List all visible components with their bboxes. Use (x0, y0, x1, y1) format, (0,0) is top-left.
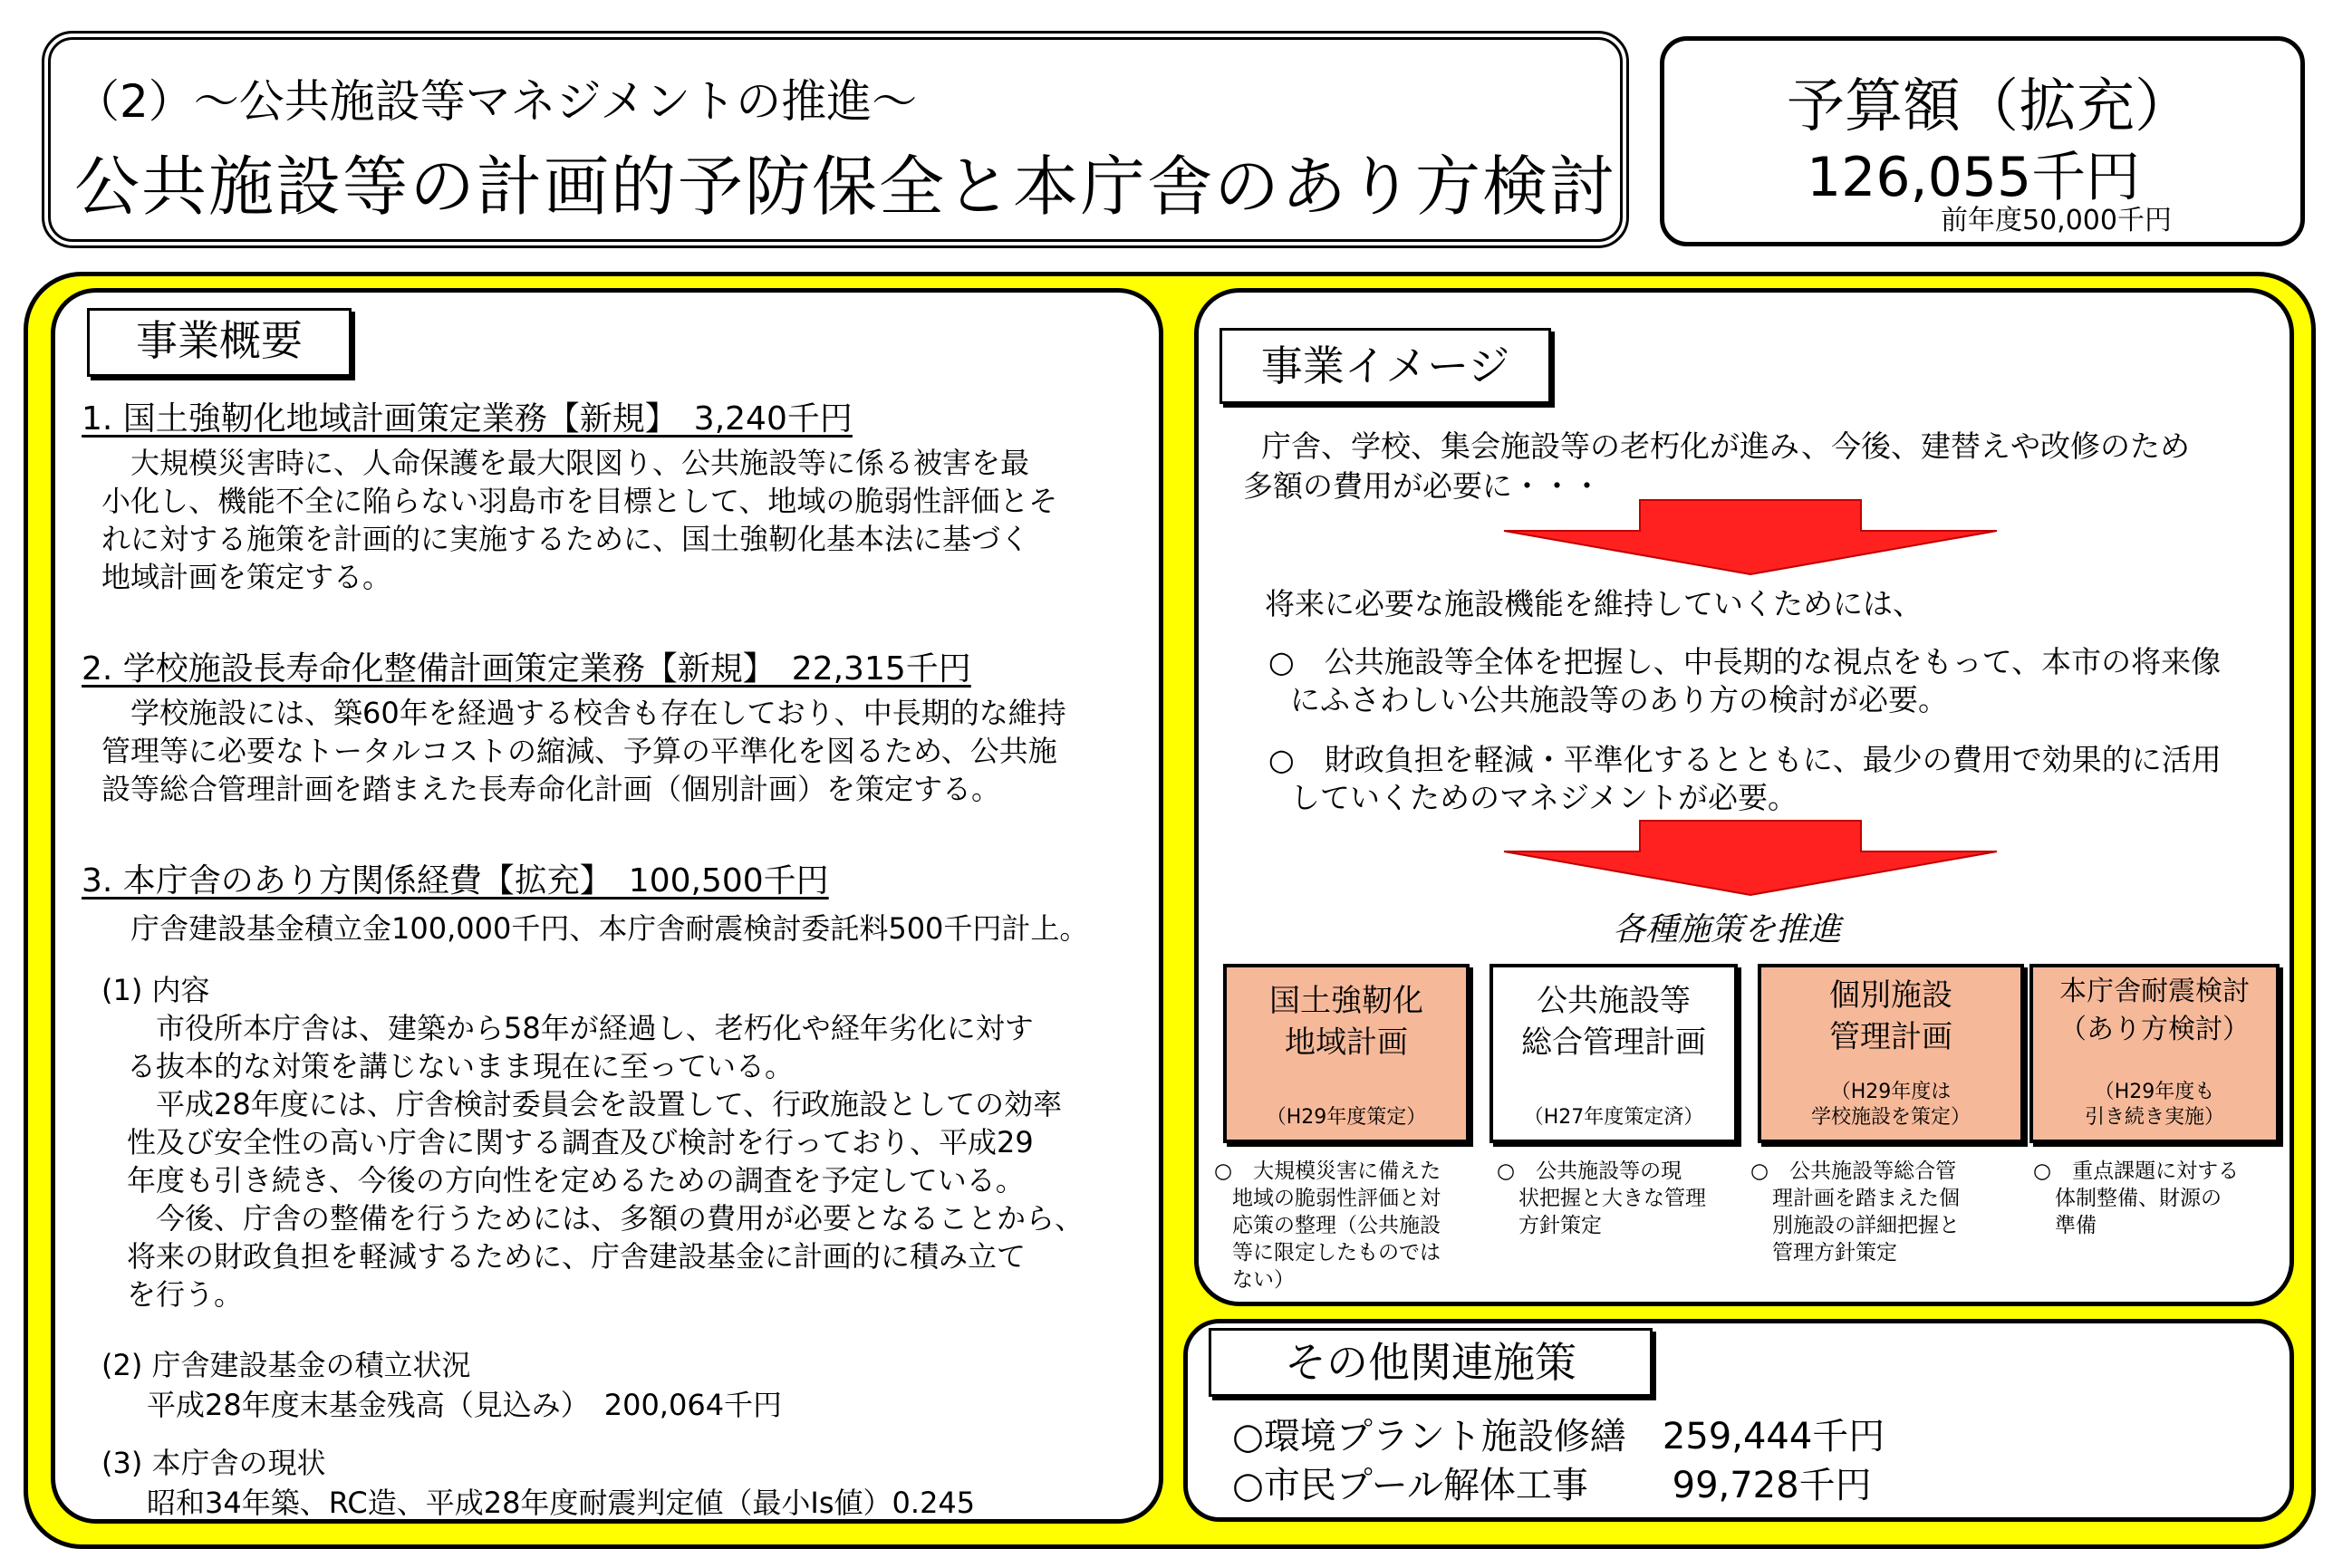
down-arrow-icon (1500, 819, 2000, 897)
measure-name: 総合管理計画 (1521, 1024, 1706, 1061)
page-title: 公共施設等の計画的予防保全と本庁舎のあり方検討 (74, 149, 1617, 225)
image-tag: 事業イメージ (1220, 328, 1551, 404)
measure-desc-2 (1497, 1158, 1741, 1239)
sub3-line: 昭和34年築、RC造、平成28年度耐震判定値（最小Is値）0.245 (147, 1486, 976, 1520)
measure-desc-line: ○ 重点課題に対する (2033, 1159, 2240, 1183)
sub1-line: 市役所本庁舎は、建築から58年が経過し、老朽化や経年劣化に対す (127, 1011, 1034, 1045)
sub1-line: る抜本的な対策を講じないまま現在に至っている。 (127, 1049, 795, 1083)
measure-note: （H29年度も (2094, 1081, 2215, 1103)
measure-note: 学校施設を策定） (1810, 1106, 1971, 1129)
measure-name: 個別施設 (1829, 977, 1952, 1014)
budget-amount: 126,055千円 (1807, 146, 2141, 209)
sub1-body (127, 1009, 1084, 1313)
measure-desc-line: 応策の整理（公共施設 (1232, 1214, 1441, 1237)
measure-name: 公共施設等 (1537, 983, 1691, 1019)
measure-name: 本庁舎耐震検討 (2059, 976, 2250, 1007)
measure-name: （あり方検討） (2059, 1014, 2250, 1045)
sub1-line: 性及び安全性の高い庁舎に関する調査及び検討を行っており、平成29 (127, 1125, 1034, 1159)
measure-card-3 (1758, 964, 2024, 1143)
measure-desc-line: 管理方針策定 (1772, 1241, 1897, 1265)
overview-item-1-line: れに対する施策を計画的に実施するために、国土強靭化基本法に基づく (101, 522, 1030, 556)
measure-desc-line: 方針策定 (1518, 1214, 1602, 1237)
overview-item-3-line: 庁舎建設基金積立金100,000千円、本庁舎耐震検討委託料500千円計上。 (101, 911, 1089, 946)
measure-card-1 (1223, 964, 1470, 1143)
measure-desc-line: 状把握と大きな管理 (1518, 1187, 1706, 1210)
sub1-label: (1) 内容 (101, 973, 210, 1007)
measure-note: （H27年度策定済） (1523, 1106, 1704, 1129)
measure-note: （H29年度策定） (1266, 1106, 1427, 1129)
measure-desc-line: 準備 (2055, 1214, 2097, 1237)
bullet-2-line: ○ 財政負担を軽減・平準化するとともに、最少の費用で効果的に活用 (1268, 742, 2222, 777)
measure-desc-line: ない） (1232, 1268, 1295, 1292)
measure-card-2 (1489, 964, 1738, 1143)
measure-desc-3 (1750, 1158, 1995, 1266)
measure-desc-4 (2033, 1158, 2278, 1239)
budget-label: 予算額（拡充） (1787, 73, 2193, 140)
sub2-line: 平成28年度末基金残高（見込み） 200,064千円 (147, 1388, 783, 1422)
promote-text: 各種施策を推進 (1613, 911, 1842, 948)
measure-desc-line: 別施設の詳細把握と (1772, 1214, 1960, 1237)
measure-note: 引き続き実施） (2084, 1106, 2224, 1129)
intro-line: 庁舎、学校、集会施設等の老朽化が進み、今後、建替えや改修のため (1261, 428, 2190, 464)
overview-item-1-line: 小化し、機能不全に陥らない羽島市を目標として、地域の脆弱性評価とそ (101, 484, 1058, 518)
sub1-line: 年度も引き続き、今後の方向性を定めるための調査を予定している。 (127, 1163, 1025, 1198)
other-item: ○環境プラント施設修繕 259,444千円 (1232, 1416, 1885, 1457)
measure-desc-line: 理計画を踏まえた個 (1772, 1187, 1960, 1210)
page-subtitle: （2）～公共施設等マネジメントの推進～ (74, 75, 918, 128)
sub3-label: (3) 本庁舎の現状 (101, 1446, 326, 1480)
overview-item-2-line: 設等総合管理計画を踏まえた長寿命化計画（個別計画）を策定する。 (101, 772, 1001, 806)
overview-item-1-line: 大規模災害時に、人命保護を最大限図り、公共施設等に係る被害を最 (101, 446, 1030, 480)
overview-item-2-body (101, 694, 1066, 808)
measure-note: （H29年度は (1830, 1081, 1952, 1103)
overview-item-2-line: 管理等に必要なトータルコストの縮減、予算の平準化を図るため、公共施 (101, 734, 1057, 768)
bullet-2-line: していくためのマネジメントが必要。 (1290, 780, 1798, 815)
sub2-label: (2) 庁舎建設基金の積立状況 (101, 1348, 471, 1382)
measure-desc-line: 地域の脆弱性評価と対 (1232, 1187, 1441, 1210)
overview-item-2-line: 学校施設には、築60年を経過する校舎も存在しており、中長期的な維持 (101, 696, 1066, 730)
middle-text: 将来に必要な施設機能を維持していくためには、 (1265, 586, 1923, 621)
sub1-line: 平成28年度には、庁舎検討委員会を設置して、行政施設としての効率 (127, 1087, 1063, 1121)
measure-name: 国土強靭化 (1269, 983, 1423, 1019)
sub1-line: を行う。 (127, 1277, 244, 1312)
measure-card-4 (2029, 964, 2280, 1143)
sub1-line: 将来の財政負担を軽減するために、庁舎建設基金に計画的に積み立て (127, 1239, 1027, 1274)
measure-desc-line: ○ 公共施設等総合管 (1750, 1159, 1957, 1183)
overview-item-1-body (101, 444, 1057, 596)
measure-desc-line: 等に限定したものでは (1232, 1241, 1441, 1265)
measure-desc-line: 体制整備、財源の (2055, 1187, 2222, 1210)
overview-item-1-line: 地域計画を策定する。 (101, 560, 392, 594)
measure-desc-1 (1214, 1158, 1459, 1294)
overview-item-3-heading: 3. 本庁舎のあり方関係経費【拡充】 100,500千円 (82, 862, 829, 899)
measure-name: 管理計画 (1829, 1019, 1952, 1055)
budget-previous: 前年度50,000千円 (1941, 205, 2172, 236)
intro-line: 多額の費用が必要に・・・ (1243, 468, 1602, 504)
measure-name: 地域計画 (1285, 1024, 1408, 1061)
overview-item-2-heading: 2. 学校施設長寿命化整備計画策定業務【新規】 22,315千円 (82, 650, 971, 688)
overview-item-1-heading: 1. 国土強靭化地域計画策定業務【新規】 3,240千円 (82, 400, 853, 438)
other-item: ○市民プール解体工事 99,728千円 (1232, 1465, 1872, 1506)
measure-desc-line: ○ 公共施設等の現 (1497, 1159, 1682, 1183)
bullet-1-line: にふさわしい公共施設等のあり方の検討が必要。 (1290, 682, 1948, 717)
other-tag: その他関連施策 (1209, 1328, 1653, 1397)
bullet-1-line: ○ 公共施設等全体を把握し、中長期的な視点をもって、本市の将来像 (1268, 644, 2222, 679)
overview-tag: 事業概要 (87, 308, 352, 377)
sub1-line: 今後、庁舎の整備を行うためには、多額の費用が必要となることから、 (127, 1201, 1085, 1236)
down-arrow-icon (1500, 498, 2000, 576)
measure-desc-line: ○ 大規模災害に備えた (1214, 1159, 1441, 1183)
